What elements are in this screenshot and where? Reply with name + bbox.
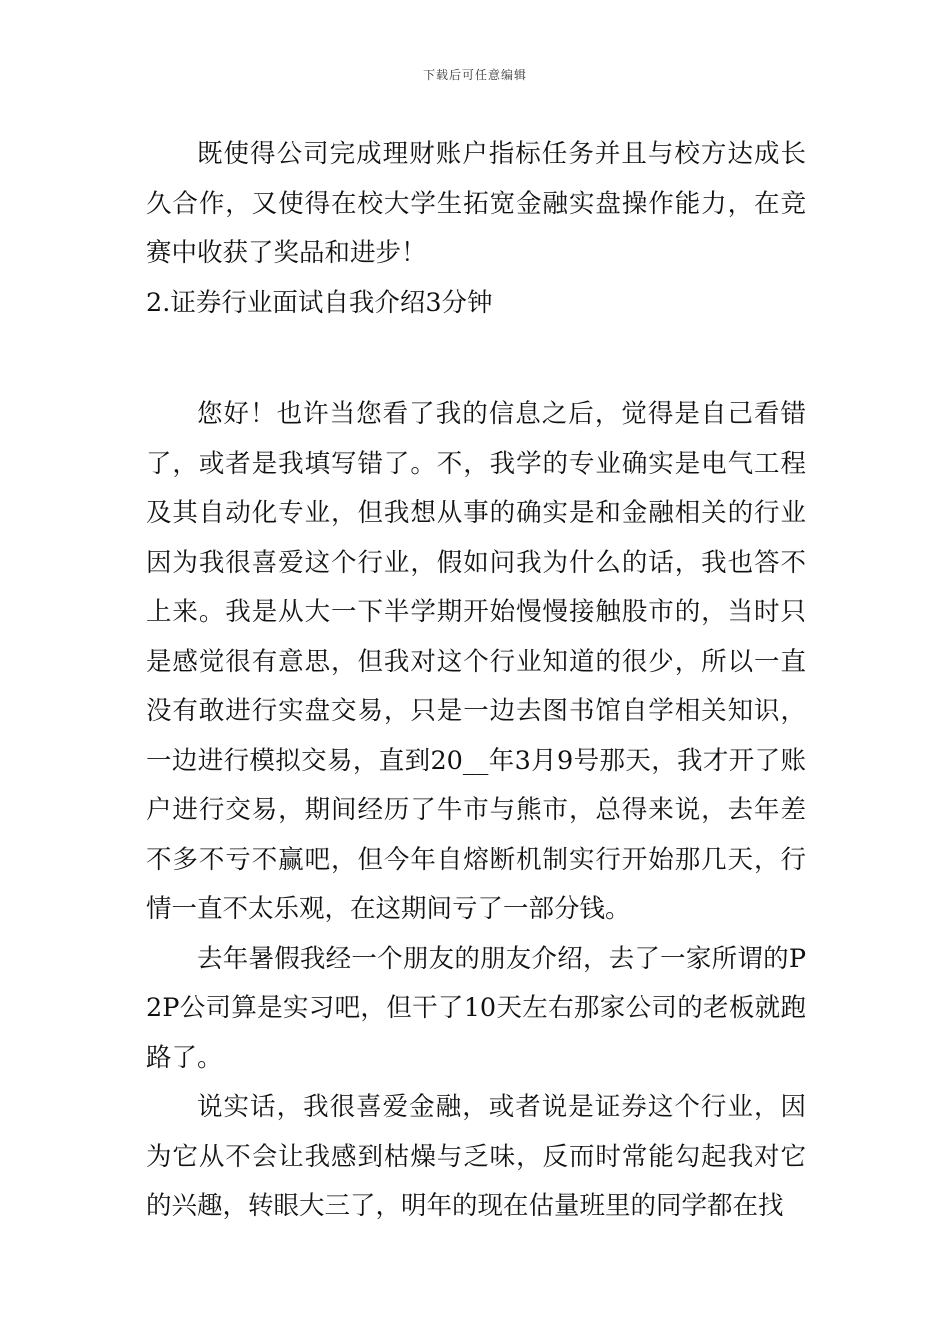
paragraph-passion: 说实话，我很喜爱金融，或者说是证券这个行业，因为它从不会让我感到枯燥与乏味，反而时常能勾起我对它的兴趣，转眼大三了，明年的现在估量班里的同学都在找 [146, 1092, 806, 1221]
blank-line [146, 328, 806, 390]
paragraph-self-intro: 您好！也许当您看了我的信息之后，觉得是自己看错了，或者是我填写错了。不，我学的专业确实是电气工程及其自动化专业，但我想从事的确实是和金融相关的行业因为我很喜爱这个行业，假如问我为什么的话，我也答不上来。我是从大一下半学期开始慢慢接触股市的，当时只是感觉很有意思，但我对这个行业知道的很少，所以一直没有敢进行实盘交易，只是一边去图书馆自学相关知识，一边进行模拟交易，直到20__年3月9号那天，我才开了账户进行交易，期间经历了牛市与熊市，总得来说，去年差不多不亏不赢吧，但今年自熔断机制实行开始那几天，行情一直不太乐观，在这期间亏了一部分钱。 [146, 399, 806, 924]
document-body [146, 130, 806, 1232]
section-heading: 2.证券行业面试自我介绍3分钟 [146, 287, 493, 318]
header-note: 下载后可任意编辑 [422, 68, 527, 82]
paragraph-internship: 去年暑假我经一个朋友的朋友介绍，去了一家所谓的P2P公司算是实习吧，但干了10天左右那家公司的老板就跑路了。 [146, 943, 806, 1073]
paragraph-intro: 既使得公司完成理财账户指标任务并且与校方达成长久合作，又使得在校大学生拓宽金融实盘操作能力，在竞赛中收获了奖品和进步！ [146, 139, 806, 268]
